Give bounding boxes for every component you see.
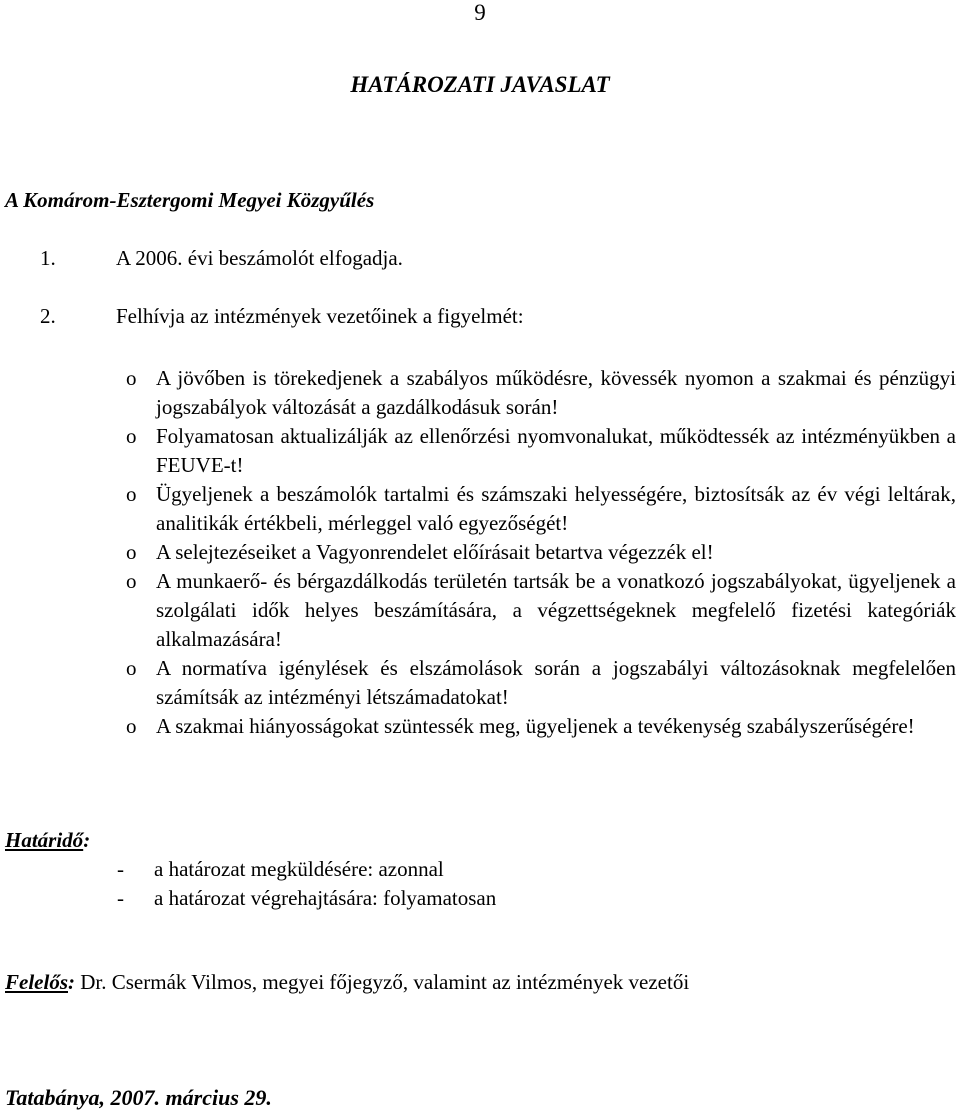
bullet-marker: o (126, 569, 137, 593)
bullet-marker: o (126, 424, 137, 448)
responsible-line (5, 970, 689, 995)
item-text: A 2006. évi beszámolót elfogadja. (116, 246, 403, 270)
bullet-marker: o (126, 656, 137, 680)
deadline-text: a határozat végrehajtására: folyamatosan (154, 886, 497, 910)
deadline-text: a határozat megküldésére: azonnal (154, 857, 444, 881)
bullet-marker: o (126, 540, 137, 564)
list-item (126, 654, 956, 712)
numbered-item-2 (40, 304, 524, 329)
list-item-text: A munkaerő- és bérgazdálkodás területén tartsák be a vonatkozó jogszabályokat, ügyeljenek a szolgálati idők helyes beszámítására, a végzettségeknek megfelelő fizetési kategóriák alkalmazására! (156, 569, 956, 651)
list-item-text: Ügyeljenek a beszámolók tartalmi és számszaki helyességére, biztosítsák az év végi leltárak, analitikák értékbeli, mérleggel való egyezőségét! (156, 482, 956, 535)
list-item-text: A selejtezéseiket a Vagyonrendelet előírásait betartva végezzék el! (156, 540, 714, 564)
bullet-marker: o (126, 482, 137, 506)
deadline-item (117, 886, 496, 911)
deadline-dash: - (117, 857, 124, 881)
list-item (126, 480, 956, 538)
page-number: 9 (474, 0, 486, 25)
item-text: Felhívja az intézmények vezetőinek a figyelmét: (116, 304, 524, 328)
document-title: HATÁROZATI JAVASLAT (350, 72, 610, 97)
responsible-label: Felelős: (5, 970, 75, 994)
responsible-text: Dr. Csermák Vilmos, megyei főjegyző, valamint az intézmények vezetői (75, 970, 690, 994)
instruction-list (126, 364, 956, 741)
list-item (126, 712, 956, 741)
bullet-marker: o (126, 714, 137, 738)
place-date: Tatabánya, 2007. március 29. (5, 1085, 272, 1110)
item-number: 1. (40, 246, 56, 270)
bullet-marker: o (126, 366, 137, 390)
list-item (126, 364, 956, 422)
list-item (126, 538, 956, 567)
list-item-text: Folyamatosan aktualizálják az ellenőrzési nyomvonalukat, működtessék az intézményükben a FEUVE-t! (156, 424, 956, 477)
item-number: 2. (40, 304, 56, 328)
deadline-dash: - (117, 886, 124, 910)
numbered-item-1 (40, 246, 403, 271)
list-item-text: A normatíva igénylések és elszámolások során a jogszabályi változásoknak megfelelően számítsák az intézményi létszámadatokat! (156, 656, 956, 709)
list-item (126, 567, 956, 654)
list-item-text: A szakmai hiányosságokat szüntessék meg, ügyeljenek a tevékenység szabályszerűségére! (156, 714, 915, 738)
list-item-text: A jövőben is törekedjenek a szabályos működésre, kövessék nyomon a szakmai és pénzügyi jogszabályok változását a gazdálkodásuk során! (156, 366, 956, 419)
resolution-subject: A Komárom-Esztergomi Megyei Közgyűlés (5, 188, 375, 212)
deadline-item (117, 857, 444, 882)
deadline-label: Határidő: (5, 828, 91, 852)
list-item (126, 422, 956, 480)
